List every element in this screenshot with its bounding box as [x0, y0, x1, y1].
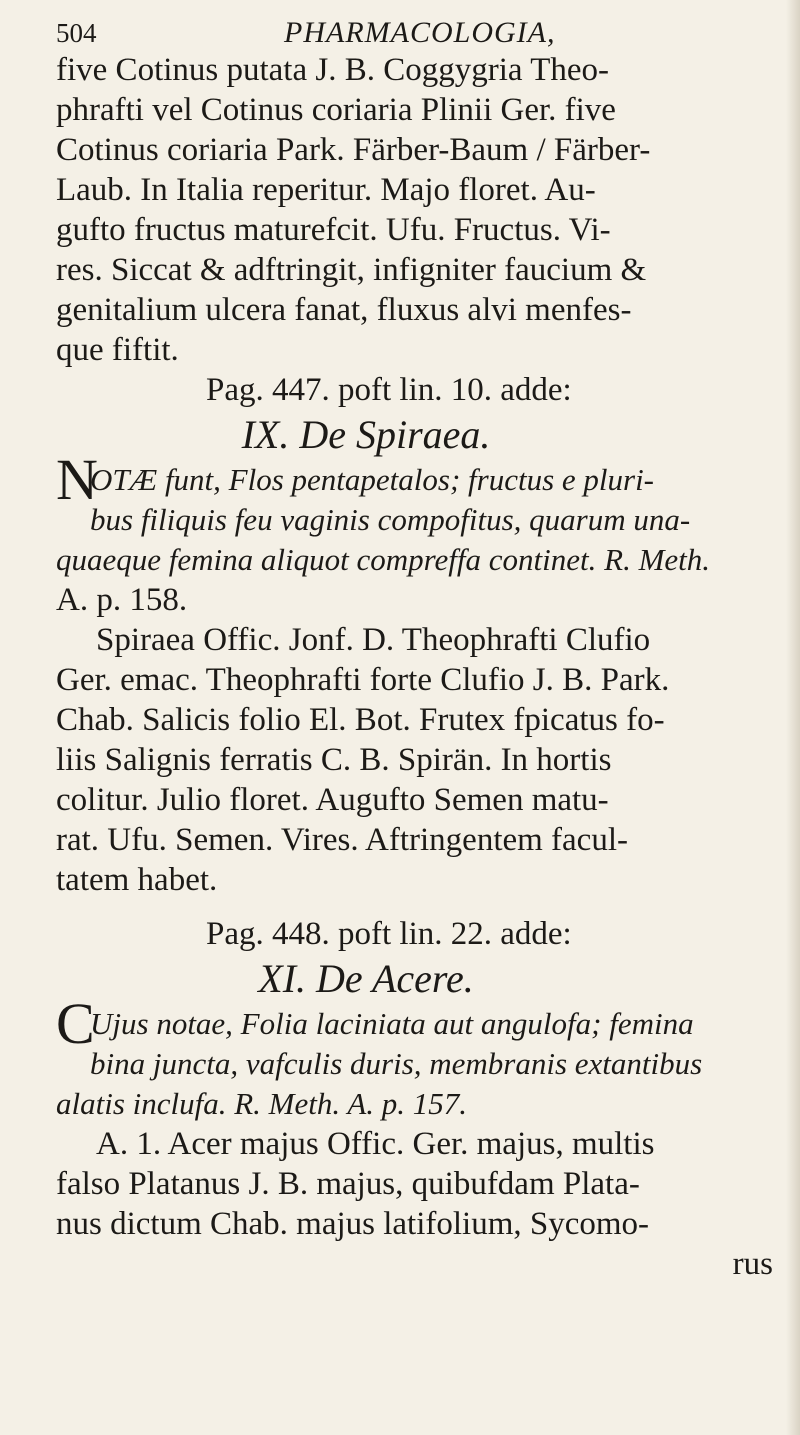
drop-capital: C	[56, 991, 95, 1056]
text-line: colitur. Julio floret. Augufto Semen matu-	[56, 782, 609, 818]
text-line: genitalium ulcera fanat, fluxus alvi menfes-	[56, 292, 632, 328]
section-heading: IX. De Spiraea.	[241, 412, 491, 457]
text-line: liis Salignis ferratis C. B. Spirän. In hortis	[56, 742, 612, 778]
running-header	[56, 0, 776, 56]
notes-first-line	[56, 991, 781, 1056]
text-line: A. p. 158.	[56, 582, 188, 618]
text-line: tatem habet.	[56, 862, 218, 898]
page-edge-shadow	[786, 0, 800, 1435]
notes-first-line	[56, 447, 781, 512]
text-line: OTÆ funt, Flos pentapetalos; fructus e pluri-	[90, 462, 655, 497]
section-heading: XI. De Acere.	[258, 956, 474, 1001]
text-line: falso Platanus J. B. majus, quibufdam Plata-	[56, 1166, 640, 1202]
text-line: A. 1. Acer majus Offic. Ger. majus, multis	[96, 1126, 655, 1162]
text-line: bina juncta, vafculis duris, membranis extantibus	[90, 1046, 703, 1081]
addition-note: Pag. 448. poft lin. 22. adde:	[206, 916, 572, 952]
drop-capital: N	[56, 447, 98, 512]
text-line: five Cotinus putata J. B. Coggygria Theo-	[56, 52, 609, 88]
text-line: Cotinus coriaria Park. Färber-Baum / Färber-	[56, 132, 651, 168]
text-line: res. Siccat & adftringit, infigniter faucium &	[56, 252, 647, 288]
text-line: Laub. In Italia reperitur. Majo floret. Au-	[56, 172, 596, 208]
text-line: phrafti vel Cotinus coriaria Plinii Ger. five	[56, 92, 616, 128]
text-line: Ujus notae, Folia laciniata aut angulofa; femina	[90, 1006, 694, 1041]
text-line: Ger. emac. Theophrafti forte Clufio J. B. Park.	[56, 662, 670, 698]
running-title: PHARMACOLOGIA,	[284, 16, 556, 49]
text-line: bus filiquis feu vaginis compofitus, quarum una-	[90, 502, 691, 537]
text-line: que fiftit.	[56, 332, 179, 368]
text-line: rat. Ufu. Semen. Vires. Aftringentem facul-	[56, 822, 628, 858]
text-line: alatis inclufa. R. Meth. A. p. 157.	[56, 1086, 468, 1121]
text-body	[56, 50, 781, 1284]
page-number: 504	[56, 18, 97, 48]
text-line: nus dictum Chab. majus latifolium, Sycomo-	[56, 1206, 650, 1242]
text-line: Chab. Salicis folio El. Bot. Frutex fpicatus fo-	[56, 702, 665, 738]
addition-note: Pag. 447. poft lin. 10. adde:	[206, 372, 572, 408]
text-line: gufto fructus maturefcit. Ufu. Fructus. Vi-	[56, 212, 611, 248]
text-line: quaeque femina aliquot compreffa continet. R. Meth.	[56, 542, 711, 577]
catchword: rus	[732, 1246, 773, 1282]
text-line: Spiraea Offic. Jonf. D. Theophrafti Clufio	[96, 622, 651, 658]
